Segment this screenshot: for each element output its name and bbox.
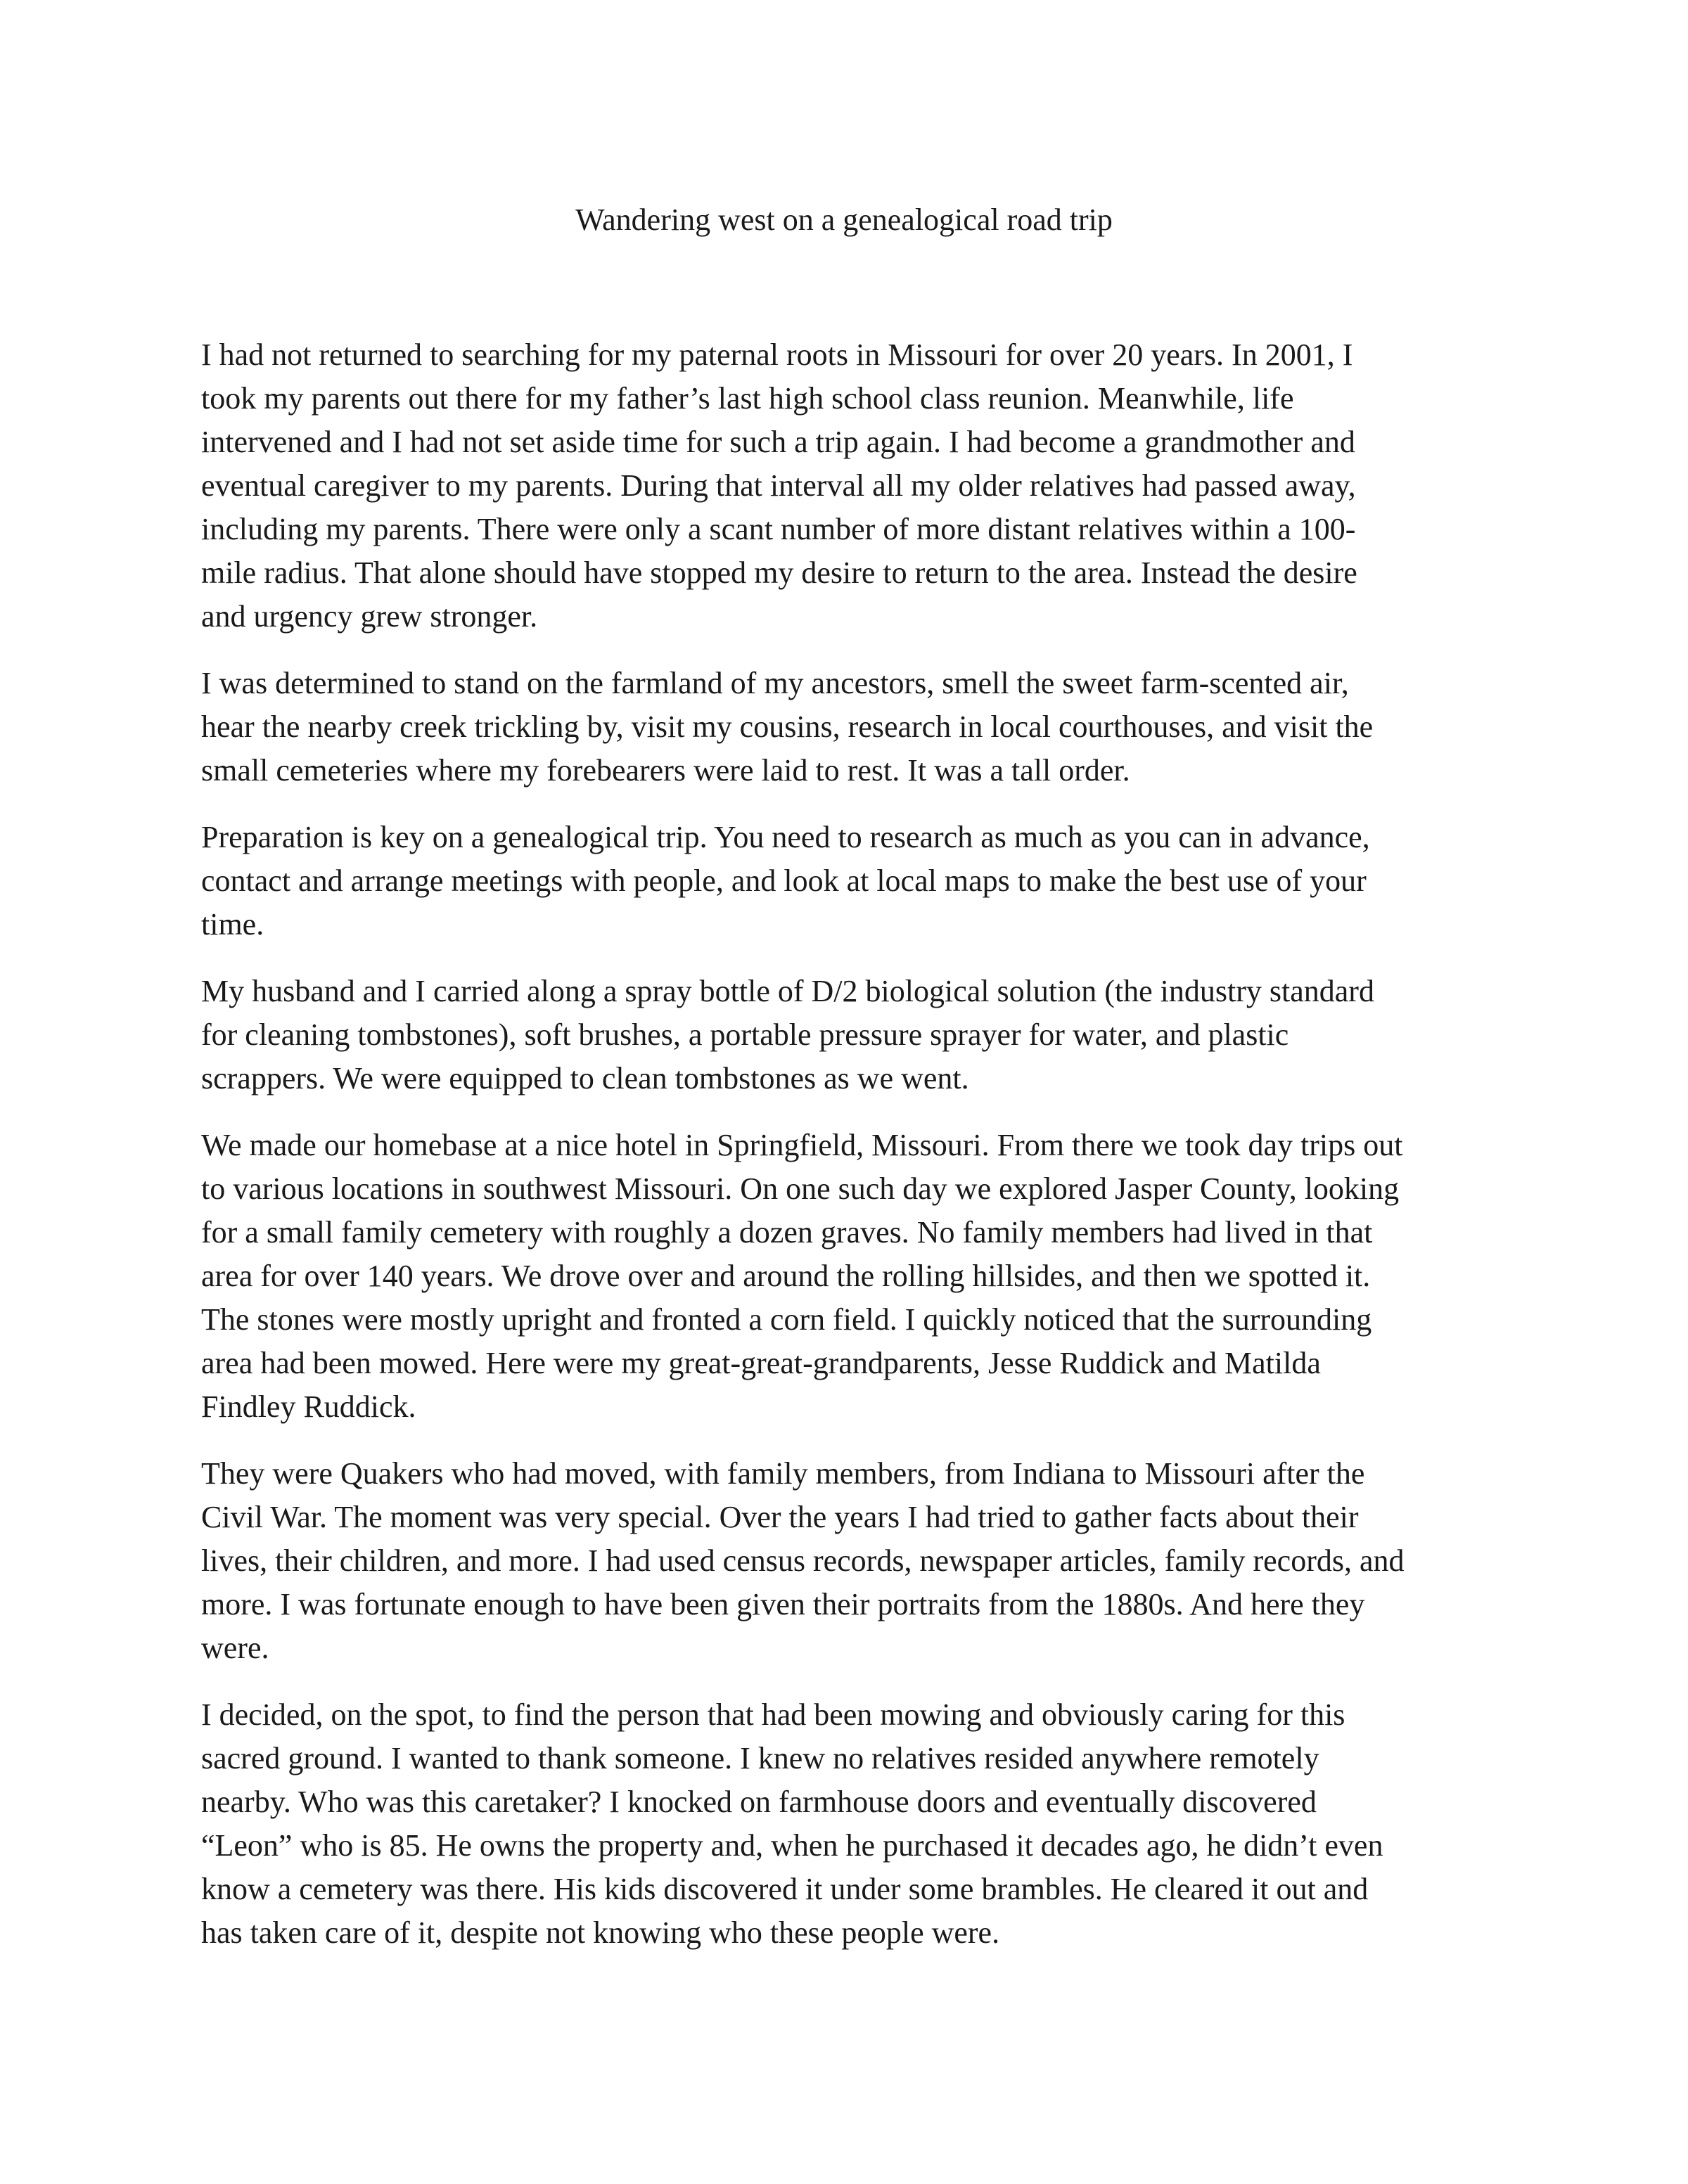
text-line: time. (201, 907, 264, 942)
text-line: We made our homebase at a nice hotel in Springfield, Missouri. From there we took day trips out (201, 1128, 1403, 1162)
text-line: area had been mowed. Here were my great-great-grandparents, Jesse Ruddick and Matilda (201, 1346, 1321, 1380)
paragraph-3 (201, 816, 1509, 946)
text-line: eventual caregiver to my parents. During that interval all my older relatives had passed away, (201, 468, 1356, 503)
text-line: were. (201, 1631, 269, 1665)
paragraph-7 (201, 1693, 1509, 1955)
text-line: lives, their children, and more. I had used census records, newspaper articles, family records, and (201, 1543, 1405, 1578)
text-line: The stones were mostly upright and fronted a corn field. I quickly noticed that the surrounding (201, 1302, 1372, 1337)
text-line: They were Quakers who had moved, with family members, from Indiana to Missouri after the (201, 1456, 1365, 1491)
text-line: intervened and I had not set aside time for such a trip again. I had become a grandmother and (201, 425, 1355, 459)
text-line: contact and arrange meetings with people, and look at local maps to make the best use of your (201, 863, 1367, 898)
text-line: to various locations in southwest Missouri. On one such day we explored Jasper County, looking (201, 1171, 1400, 1206)
document-body (201, 333, 1509, 1978)
text-line: scrappers. We were equipped to clean tombstones as we went. (201, 1061, 969, 1096)
text-line: nearby. Who was this caretaker? I knocked on farmhouse doors and eventually discovered (201, 1785, 1317, 1819)
text-line: more. I was fortunate enough to have been given their portraits from the 1880s. And here they (201, 1587, 1365, 1621)
text-line: and urgency grew stronger. (201, 599, 538, 634)
text-line: Findley Ruddick. (201, 1389, 416, 1424)
text-line: for cleaning tombstones), soft brushes, a portable pressure sprayer for water, and plastic (201, 1017, 1289, 1052)
paragraph-1 (201, 333, 1509, 638)
paragraph-5 (201, 1124, 1509, 1429)
text-line: area for over 140 years. We drove over and around the rolling hillsides, and then we spotted it. (201, 1259, 1371, 1293)
text-line: for a small family cemetery with roughly a dozen graves. No family members had lived in that (201, 1215, 1373, 1250)
text-line: has taken care of it, despite not knowing who these people were. (201, 1915, 1000, 1950)
paragraph-4 (201, 970, 1509, 1100)
text-line: I had not returned to searching for my paternal roots in Missouri for over 20 years. In 2001, I (201, 338, 1353, 372)
text-line: Civil War. The moment was very special. Over the years I had tried to gather facts about their (201, 1500, 1359, 1534)
text-line: Preparation is key on a genealogical trip. You need to research as much as you can in advance, (201, 820, 1370, 854)
paragraph-2 (201, 662, 1509, 792)
text-line: sacred ground. I wanted to thank someone. I knew no relatives resided anywhere remotely (201, 1741, 1319, 1775)
paragraph-6 (201, 1452, 1509, 1670)
text-line: I was determined to stand on the farmland of my ancestors, smell the sweet farm-scented air, (201, 666, 1349, 700)
text-line: “Leon” who is 85. He owns the property and, when he purchased it decades ago, he didn’t even (201, 1828, 1383, 1863)
text-line: mile radius. That alone should have stopped my desire to return to the area. Instead the desire (201, 555, 1357, 590)
text-line: I decided, on the spot, to find the person that had been mowing and obviously caring for this (201, 1697, 1345, 1732)
document-title: Wandering west on a genealogical road trip (575, 203, 1113, 237)
text-line: hear the nearby creek trickling by, visit my cousins, research in local courthouses, and visit the (201, 709, 1374, 744)
text-line: including my parents. There were only a scant number of more distant relatives within a 100- (201, 512, 1356, 546)
text-line: My husband and I carried along a spray bottle of D/2 biological solution (the industry standard (201, 974, 1374, 1008)
text-line: took my parents out there for my father’s last high school class reunion. Meanwhile, life (201, 381, 1294, 416)
text-line: small cemeteries where my forebearers were laid to rest. It was a tall order. (201, 753, 1130, 788)
text-line: know a cemetery was there. His kids discovered it under some brambles. He cleared it out and (201, 1872, 1369, 1906)
